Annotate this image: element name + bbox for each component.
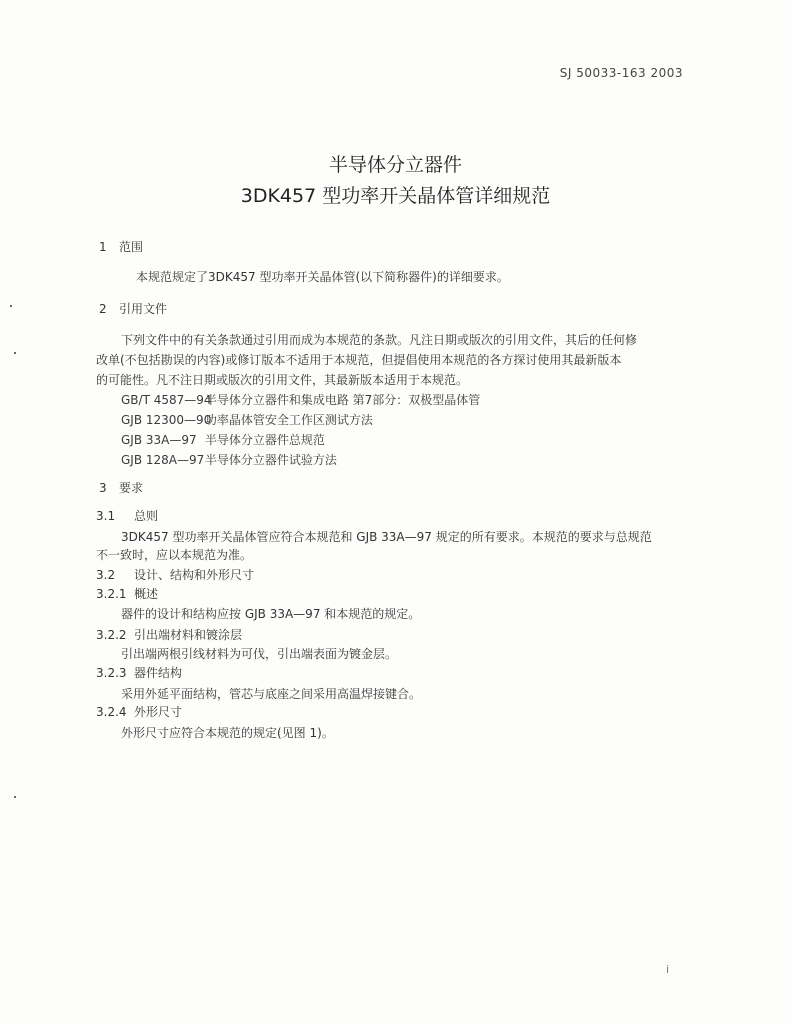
section-3-1-body-line1: 3DK457 型功率开关晶体管应符合本规范和 GJB 33A—97 规定的所有要求。本规范的要求与总规范	[121, 530, 652, 544]
document-title-line1: 半导体分立器件	[328, 154, 462, 176]
reference-title: 半导体分立器件试验方法	[204, 453, 337, 467]
reference-item	[121, 451, 337, 468]
standard-number: SJ 50033-163 2003	[559, 66, 683, 80]
section-1-number: 1	[99, 240, 107, 254]
reference-item	[121, 391, 480, 408]
section-3-2-2-heading	[96, 626, 242, 643]
section-3-2-3-number: 3.2.3	[96, 666, 127, 680]
reference-item	[121, 411, 373, 428]
section-3-1-heading	[96, 507, 158, 524]
section-3-2-4-heading	[96, 703, 182, 720]
section-3-2-3-heading	[96, 664, 182, 681]
section-3-heading	[99, 479, 143, 496]
reference-code: GB/T 4587—94	[121, 393, 212, 407]
section-2-body-line2: 改单(不包括勘误的内容)或修订版本不适用于本规范，但提倡使用本规范的各方探讨使用其最新版本	[96, 353, 622, 367]
scan-speck	[14, 352, 16, 354]
page-mark: i	[665, 963, 669, 976]
section-3-title: 要求	[119, 481, 144, 495]
section-2-heading	[99, 300, 167, 317]
section-3-2-heading	[96, 566, 254, 583]
section-2-body-line1: 下列文件中的有关条款通过引用而成为本规范的条款。凡注日期或版次的引用文件，其后的任何修	[121, 333, 638, 347]
reference-code: GJB 128A—97	[121, 453, 205, 467]
section-2-body-line3: 的可能性。凡不注日期或版次的引用文件，其最新版本适用于本规范。	[96, 373, 469, 387]
section-2-number: 2	[99, 302, 107, 316]
section-3-2-3-body: 采用外延平面结构，管芯与底座之间采用高温焊接键合。	[121, 687, 422, 701]
section-3-2-4-number: 3.2.4	[96, 705, 127, 719]
section-3-number: 3	[99, 481, 107, 495]
section-3-2-2-title: 引出端材料和镀涂层	[134, 628, 243, 642]
reference-title: 半导体分立器件总规范	[204, 433, 325, 447]
section-1-title: 范围	[119, 240, 144, 254]
reference-title: 功率晶体管安全工作区测试方法	[204, 413, 373, 427]
section-3-2-1-body: 器件的设计和结构应按 GJB 33A—97 和本规范的规定。	[121, 607, 421, 621]
section-3-2-4-body: 外形尺寸应符合本规范的规定(见图 1)。	[121, 726, 334, 740]
section-3-2-2-body: 引出端两根引线材料为可伐，引出端表面为镀金层。	[121, 647, 398, 661]
section-1-body: 本规范规定了3DK457 型功率开关晶体管(以下简称器件)的详细要求。	[136, 270, 509, 284]
section-3-2-2-number: 3.2.2	[96, 628, 127, 642]
section-3-2-1-number: 3.2.1	[96, 587, 127, 601]
section-3-2-number: 3.2	[96, 568, 116, 582]
section-3-1-body-line2: 不一致时，应以本规范为准。	[96, 548, 253, 562]
section-3-2-title: 设计、结构和外形尺寸	[134, 568, 255, 582]
section-3-2-3-title: 器件结构	[134, 666, 183, 680]
section-3-2-4-title: 外形尺寸	[134, 705, 183, 719]
scan-speck	[10, 305, 12, 307]
section-1-heading	[99, 238, 143, 255]
section-3-2-1-title: 概述	[134, 587, 159, 601]
section-2-title: 引用文件	[119, 302, 168, 316]
reference-item	[121, 431, 325, 448]
document-title-line2: 3DK457 型功率开关晶体管详细规范	[240, 185, 551, 207]
reference-title: 半导体分立器件和集成电路 第7部分：双极型晶体管	[204, 393, 481, 407]
section-3-1-number: 3.1	[96, 509, 116, 523]
section-3-1-title: 总则	[134, 509, 159, 523]
reference-code: GJB 12300—90	[121, 413, 212, 427]
scan-speck	[14, 796, 16, 798]
section-3-2-1-heading	[96, 585, 158, 602]
reference-code: GJB 33A—97	[121, 433, 197, 447]
